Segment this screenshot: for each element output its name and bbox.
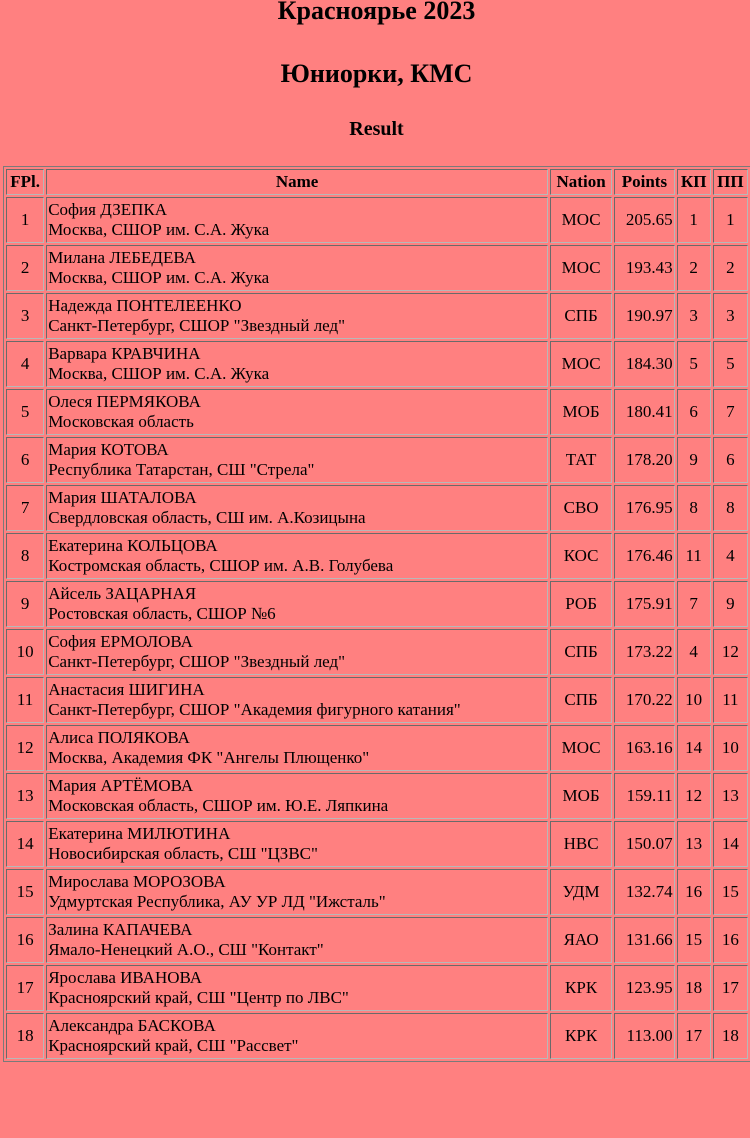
short-program-place-cell: 8: [677, 485, 711, 531]
nation-cell: МОБ: [550, 389, 612, 435]
place-cell: 11: [6, 677, 44, 723]
nation-cell: ТАТ: [550, 437, 612, 483]
nation-cell: МОС: [550, 725, 612, 771]
skater-name: Екатерина КОЛЬЦОВА: [48, 536, 218, 555]
skater-name: Милана ЛЕБЕДЕВА: [48, 248, 196, 267]
skater-club: Костромская область, СШОР им. А.В. Голубева: [48, 556, 394, 575]
name-cell: [46, 629, 548, 675]
short-program-place-cell: 15: [677, 917, 711, 963]
short-program-place-cell: 14: [677, 725, 711, 771]
short-program-place-cell: 12: [677, 773, 711, 819]
place-cell: 16: [6, 917, 44, 963]
points-cell: 132.74: [614, 869, 674, 915]
short-program-place-cell: 17: [677, 1013, 711, 1059]
name-cell: [46, 389, 548, 435]
skater-club: Ямало-Ненецкий А.О., СШ "Контакт": [48, 940, 324, 959]
place-cell: 13: [6, 773, 44, 819]
free-program-place-cell: 9: [713, 581, 748, 627]
place-cell: 14: [6, 821, 44, 867]
free-program-place-cell: 13: [713, 773, 748, 819]
section-heading: Result: [349, 118, 404, 140]
skater-club: Новосибирская область, СШ "ЦЗВС": [48, 844, 318, 863]
name-cell: [46, 293, 548, 339]
table-row: [6, 341, 748, 387]
nation-cell: МОБ: [550, 773, 612, 819]
skater-club: Москва, СШОР им. С.А. Жука: [48, 364, 270, 383]
skater-name: Залина КАПАЧЕВА: [48, 920, 193, 939]
short-program-place-cell: 3: [677, 293, 711, 339]
place-cell: 10: [6, 629, 44, 675]
points-cell: 173.22: [614, 629, 674, 675]
short-program-place-cell: 9: [677, 437, 711, 483]
skater-club: Красноярский край, СШ "Центр по ЛВС": [48, 988, 349, 1007]
category-subtitle: Юниорки, КМС: [280, 59, 473, 88]
free-program-place-cell: 8: [713, 485, 748, 531]
name-cell: [46, 245, 548, 291]
place-cell: 8: [6, 533, 44, 579]
column-header-points: Points: [614, 169, 674, 195]
points-cell: 176.46: [614, 533, 674, 579]
place-cell: 9: [6, 581, 44, 627]
place-cell: 3: [6, 293, 44, 339]
nation-cell: УДМ: [550, 869, 612, 915]
nation-cell: СПБ: [550, 293, 612, 339]
skater-name: Айсель ЗАЦАРНАЯ: [48, 584, 197, 603]
column-header-nation: Nation: [550, 169, 612, 195]
table-row: [6, 245, 748, 291]
name-cell: [46, 677, 548, 723]
table-row: [6, 1013, 748, 1059]
name-cell: [46, 725, 548, 771]
name-cell: [46, 197, 548, 243]
table-row: [6, 197, 748, 243]
nation-cell: СПБ: [550, 629, 612, 675]
nation-cell: МОС: [550, 245, 612, 291]
skater-name: Александра БАСКОВА: [48, 1016, 216, 1035]
free-program-place-cell: 17: [713, 965, 748, 1011]
points-cell: 131.66: [614, 917, 674, 963]
skater-club: Московская область, СШОР им. Ю.Е. Ляпкина: [48, 796, 389, 815]
skater-name: Надежда ПОНТЕЛЕЕНКО: [48, 296, 242, 315]
skater-name: Варвара КРАВЧИНА: [48, 344, 201, 363]
free-program-place-cell: 4: [713, 533, 748, 579]
page-title: Красноярье 2023: [277, 0, 476, 25]
nation-cell: СПБ: [550, 677, 612, 723]
free-program-place-cell: 18: [713, 1013, 748, 1059]
name-cell: [46, 869, 548, 915]
table-row: [6, 389, 748, 435]
free-program-place-cell: 14: [713, 821, 748, 867]
skater-name: София ЕРМОЛОВА: [48, 632, 193, 651]
name-cell: [46, 965, 548, 1011]
skater-club: Красноярский край, СШ "Рассвет": [48, 1036, 299, 1055]
points-cell: 190.97: [614, 293, 674, 339]
name-cell: [46, 533, 548, 579]
nation-cell: КОС: [550, 533, 612, 579]
table-row: [6, 821, 748, 867]
nation-cell: ЯАО: [550, 917, 612, 963]
points-cell: 163.16: [614, 725, 674, 771]
name-cell: [46, 437, 548, 483]
points-cell: 175.91: [614, 581, 674, 627]
free-program-place-cell: 11: [713, 677, 748, 723]
place-cell: 12: [6, 725, 44, 771]
results-table: [3, 166, 750, 1062]
name-cell: [46, 773, 548, 819]
short-program-place-cell: 1: [677, 197, 711, 243]
skater-club: Свердловская область, СШ им. А.Козицына: [48, 508, 366, 527]
skater-club: Москва, Академия ФК "Ангелы Плющенко": [48, 748, 370, 767]
skater-name: Ярослава ИВАНОВА: [48, 968, 203, 987]
free-program-place-cell: 5: [713, 341, 748, 387]
free-program-place-cell: 3: [713, 293, 748, 339]
points-cell: 150.07: [614, 821, 674, 867]
short-program-place-cell: 11: [677, 533, 711, 579]
free-program-place-cell: 7: [713, 389, 748, 435]
table-row: [6, 437, 748, 483]
place-cell: 5: [6, 389, 44, 435]
points-cell: 170.22: [614, 677, 674, 723]
table-header-row: [6, 169, 748, 195]
name-cell: [46, 1013, 548, 1059]
short-program-place-cell: 6: [677, 389, 711, 435]
skater-club: Москва, СШОР им. С.А. Жука: [48, 268, 270, 287]
column-header-place: FPl.: [6, 169, 44, 195]
skater-name: Мария КОТОВА: [48, 440, 169, 459]
skater-name: Мария АРТЁМОВА: [48, 776, 194, 795]
place-cell: 17: [6, 965, 44, 1011]
short-program-place-cell: 10: [677, 677, 711, 723]
table-row: [6, 677, 748, 723]
name-cell: [46, 581, 548, 627]
results-body: [6, 197, 748, 1059]
free-program-place-cell: 16: [713, 917, 748, 963]
name-cell: [46, 821, 548, 867]
skater-club: Московская область: [48, 412, 194, 431]
skater-club: Удмуртская Республика, АУ УР ЛД "Ижсталь": [48, 892, 386, 911]
skater-club: Республика Татарстан, СШ "Стрела": [48, 460, 315, 479]
skater-name: София ДЗЕПКА: [48, 200, 168, 219]
table-row: [6, 581, 748, 627]
table-row: [6, 773, 748, 819]
skater-club: Ростовская область, СШОР №6: [48, 604, 276, 623]
nation-cell: МОС: [550, 197, 612, 243]
short-program-place-cell: 4: [677, 629, 711, 675]
points-cell: 176.95: [614, 485, 674, 531]
short-program-place-cell: 5: [677, 341, 711, 387]
short-program-place-cell: 2: [677, 245, 711, 291]
table-row: [6, 965, 748, 1011]
nation-cell: СВО: [550, 485, 612, 531]
skater-name: Алиса ПОЛЯКОВА: [48, 728, 190, 747]
free-program-place-cell: 1: [713, 197, 748, 243]
place-cell: 7: [6, 485, 44, 531]
column-header-name: Name: [46, 169, 548, 195]
short-program-place-cell: 13: [677, 821, 711, 867]
table-row: [6, 725, 748, 771]
table-row: [6, 869, 748, 915]
points-cell: 184.30: [614, 341, 674, 387]
short-program-place-cell: 7: [677, 581, 711, 627]
skater-club: Москва, СШОР им. С.А. Жука: [48, 220, 270, 239]
skater-name: Мария ШАТАЛОВА: [48, 488, 197, 507]
column-header-pp: ПП: [713, 169, 748, 195]
free-program-place-cell: 2: [713, 245, 748, 291]
free-program-place-cell: 10: [713, 725, 748, 771]
skater-name: Екатерина МИЛЮТИНА: [48, 824, 231, 843]
points-cell: 205.65: [614, 197, 674, 243]
short-program-place-cell: 18: [677, 965, 711, 1011]
skater-name: Олеся ПЕРМЯКОВА: [48, 392, 201, 411]
points-cell: 180.41: [614, 389, 674, 435]
place-cell: 18: [6, 1013, 44, 1059]
place-cell: 15: [6, 869, 44, 915]
nation-cell: НВС: [550, 821, 612, 867]
nation-cell: РОБ: [550, 581, 612, 627]
points-cell: 193.43: [614, 245, 674, 291]
free-program-place-cell: 6: [713, 437, 748, 483]
table-row: [6, 485, 748, 531]
table-row: [6, 533, 748, 579]
skater-club: Санкт-Петербург, СШОР "Звездный лед": [48, 316, 346, 335]
nation-cell: КРК: [550, 1013, 612, 1059]
place-cell: 4: [6, 341, 44, 387]
nation-cell: КРК: [550, 965, 612, 1011]
name-cell: [46, 341, 548, 387]
table-row: [6, 917, 748, 963]
free-program-place-cell: 12: [713, 629, 748, 675]
skater-name: Анастасия ШИГИНА: [48, 680, 205, 699]
nation-cell: МОС: [550, 341, 612, 387]
points-cell: 113.00: [614, 1013, 674, 1059]
skater-name: Мирослава МОРОЗОВА: [48, 872, 226, 891]
name-cell: [46, 485, 548, 531]
points-cell: 123.95: [614, 965, 674, 1011]
name-cell: [46, 917, 548, 963]
short-program-place-cell: 16: [677, 869, 711, 915]
table-row: [6, 629, 748, 675]
free-program-place-cell: 15: [713, 869, 748, 915]
place-cell: 1: [6, 197, 44, 243]
place-cell: 2: [6, 245, 44, 291]
column-header-kp: КП: [677, 169, 711, 195]
table-row: [6, 293, 748, 339]
skater-club: Санкт-Петербург, СШОР "Звездный лед": [48, 652, 346, 671]
points-cell: 178.20: [614, 437, 674, 483]
place-cell: 6: [6, 437, 44, 483]
skater-club: Санкт-Петербург, СШОР "Академия фигурного катания": [48, 700, 461, 719]
points-cell: 159.11: [614, 773, 674, 819]
